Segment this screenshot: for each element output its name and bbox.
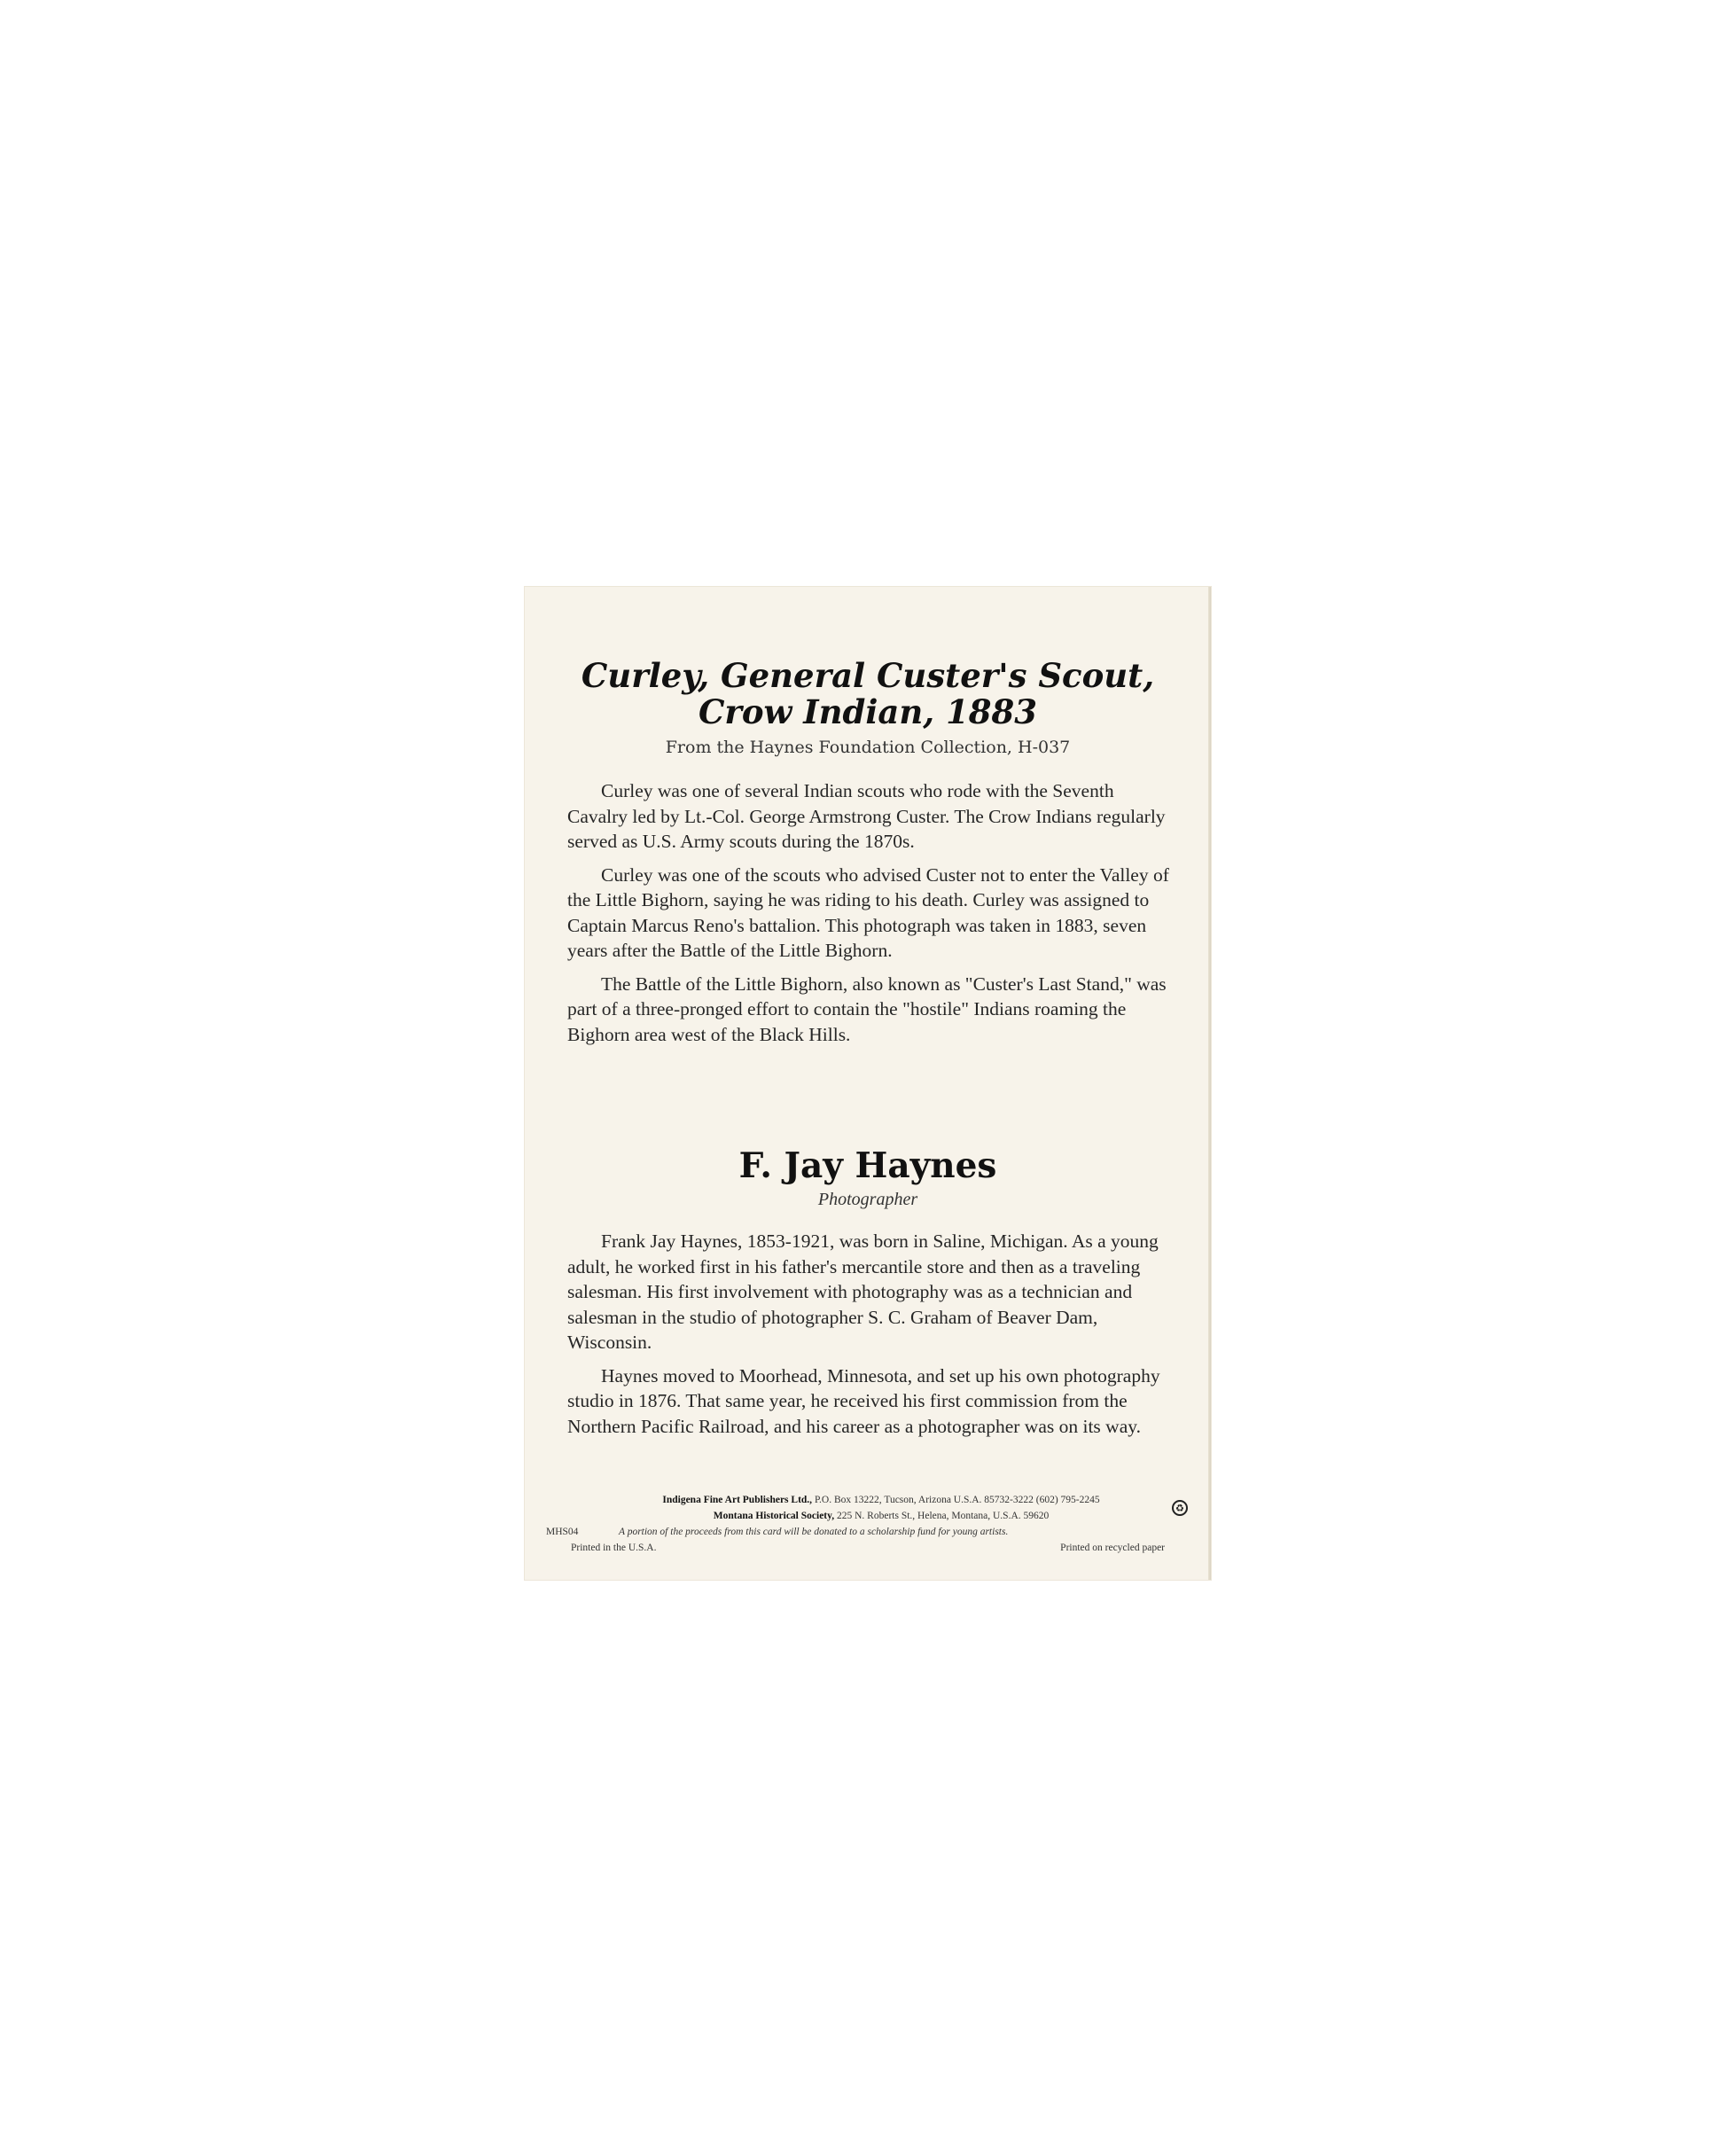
paragraph: Haynes moved to Moorhead, Minnesota, and set up his own photography studio in 1876. That same year, he received his first commission from the Northern Pacific Railroad, and his career as a photographer was on its way.: [567, 1364, 1160, 1437]
publisher-name: Indigena Fine Art Publishers Ltd.,: [662, 1495, 813, 1505]
society-address: 225 N. Roberts St., Helena, Montana, U.S.A. 59620: [837, 1511, 1050, 1521]
card-title: [525, 658, 1211, 730]
society-line: [589, 1511, 1174, 1521]
photographer-role: Photographer: [817, 1190, 918, 1209]
product-code: MHS04: [546, 1527, 579, 1537]
paragraph: Curley was one of the scouts who advised Custer not to enter the Valley of the Little Bighorn, saying he was riding to his death. Curley was assigned to Captain Marcus Reno's battalion. This photograph was taken in 1883, seven years after the Battle of the Little Bighorn.: [567, 863, 1169, 961]
title-line-1: Curley, General Custer's Scout,: [581, 656, 1155, 695]
title-line-2: Crow Indian, 1883: [698, 692, 1038, 731]
photographer-bio: [567, 1229, 1170, 1447]
card-back: [525, 587, 1211, 1580]
photographer-name: F. Jay Haynes: [738, 1145, 997, 1186]
paragraph: The Battle of the Little Bighorn, also known as "Custer's Last Stand," was part of a three-pronged effort to contain the "hostile" Indians roaming the Bighorn area west of the Black Hills.: [567, 973, 1167, 1045]
recycled-paper-note: Printed on recycled paper: [1060, 1543, 1165, 1553]
recycle-icon: ♻: [1172, 1500, 1188, 1516]
publisher-line: [589, 1495, 1174, 1505]
description-text: [567, 778, 1170, 1055]
donation-note: A portion of the proceeds from this card will be donated to a scholarship fund for young artists.: [619, 1527, 1009, 1537]
publisher-address: P.O. Box 13222, Tucson, Arizona U.S.A. 85732-3222 (602) 795-2245: [814, 1495, 1100, 1505]
printed-in: Printed in the U.S.A.: [571, 1543, 657, 1553]
paragraph: Curley was one of several Indian scouts who rode with the Seventh Cavalry led by Lt.-Col. George Armstrong Custer. The Crow Indians regularly served as U.S. Army scouts during the 1870s.: [567, 780, 1166, 852]
paragraph: Frank Jay Haynes, 1853-1921, was born in Saline, Michigan. As a young adult, he worked first in his father's mercantile store and then as a traveling salesman. His first involvement with photography was as a technician and salesman in the studio of photographer S. C. Graham of Beaver Dam, Wisconsin.: [567, 1230, 1159, 1353]
society-name: Montana Historical Society,: [713, 1511, 835, 1521]
collection-source: From the Haynes Foundation Collection, H-037: [665, 738, 1071, 757]
